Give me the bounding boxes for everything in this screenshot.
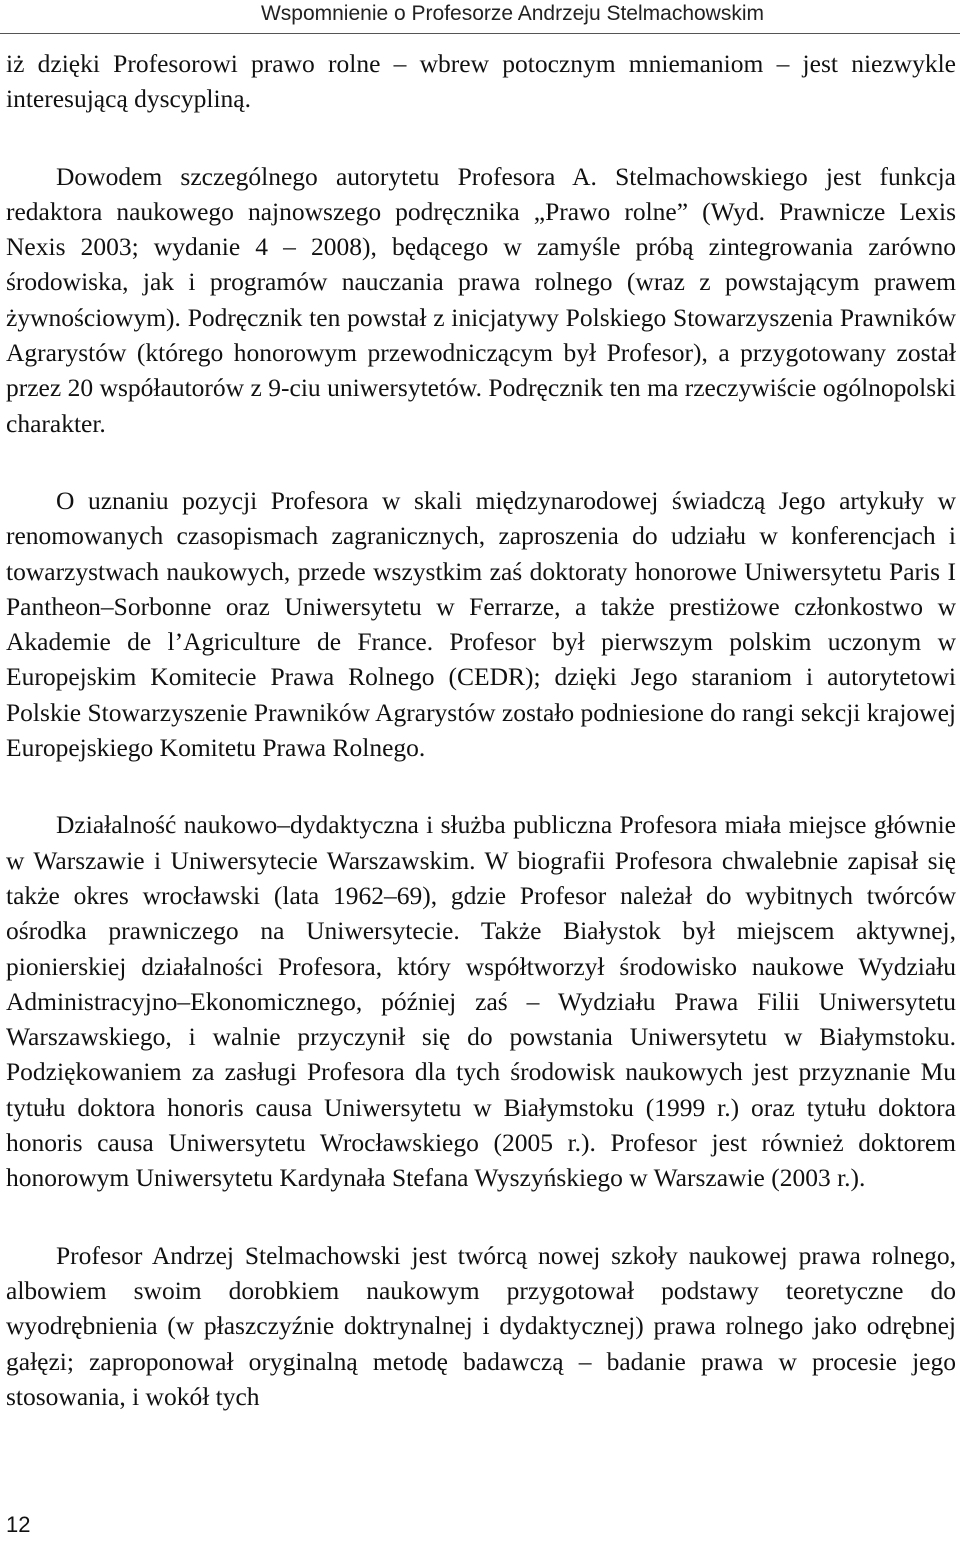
paragraph-international: O uznaniu pozycji Profesora w skali międzynarodowej świadczą Jego artykuły w renomowanych czasopismach zagranicznych, zaproszenia do udziału w konferencjach i towarzystwach naukowych, przede wszystkim zaś doktoraty honorowe Uniwersytetu Paris I Pantheon–Sorbonne oraz Uniwersytetu w Ferrarze, a także prestiżowe członkostwo w Akademie de l’Agriculture de France. Profesor był pierwszym polskim uczonym w Europejskim Komitecie Prawa Rolnego (CEDR); dzięki Jego staraniom i autorytetowi Polskie Stowarzyszenie Prawników Agrarystów zostało podniesione do rangi sekcji krajowej Europejskiego Komitetu Prawa Rolnego. [6,485,956,763]
paragraph-school: Profesor Andrzej Stelmachowski jest twórcą nowej szkoły naukowej prawa rolnego, albowiem swoim dorobkiem naukowym przygotował podstawy teoretyczne do wyodrębnienia (w płaszczyźnie doktrynalnej i dydaktycznej) prawa rolnego jako odrębnej gałęzi; zaproponował oryginalną metodę badawczą – badanie prawa w procesie jego stosowania, i wokół tych [6,1240,956,1411]
running-header [0,0,960,34]
paragraph-textbook: Dowodem szczególnego autorytetu Profesora A. Stelmachowskiego jest funkcja redaktora naukowego najnowszego podręcznika „Prawo rolne” (Wyd. Prawnicze Lexis Nexis 2003; wydanie 4 – 2008), będącego w zamyśle próbą zintegrowania zarówno środowiska, jak i programów nauczania prawa rolnego (wraz z powstającym prawem żywnościowym). Podręcznik ten powstał z inicjatywy Polskiego Stowarzyszenia Prawników Agrarystów (którego honorowym przewodniczącym był Profesor), a przygotowany został przez 20 współautorów z 9-ciu uniwersytetów. Podręcznik ten ma rzeczywiście ogólnopolski charakter. [6,161,956,438]
body-text [6,46,956,1456]
paragraph-activity: Działalność naukowo–dydaktyczna i służba publiczna Profesora miała miejsce głównie w Warszawie i Uniwersytecie Warszawskim. W biografii Profesora chwalebnie zapisał się także okres wrocławski (lata 1962–69), gdzie Profesor należał do wybitnych twórców ośrodka prawniczego na Uniwersytecie. Także Białystok był miejscem aktywnej, pionierskiej działalności Profesora, który współtworzył środowisko naukowe Wydziału Administracyjno–Ekonomicznego, później zaś – Wydziału Prawa Filii Uniwersytetu Warszawskiego, i walnie przyczynił się do powstania Uniwersytetu w Białymstoku. Podziękowaniem za zasługi Profesora dla tych środowisk naukowych jest przyznanie Mu tytułu doktora honoris causa Uniwersytetu w Białymstoku (1999 r.) oraz tytułu doktora honoris causa Uniwersytetu Wrocławskiego (2005 r.). Profesor jest również doktorem honorowym Uniwersytetu Kardynała Stefana Wyszyńskiego w Warszawie (2003 r.). [6,810,956,1193]
running-header-title: Wspomnienie o Profesorze Andrzeju Stelmachowskim [260,2,764,25]
paragraph-continuation: iż dzięki Profesorowi prawo rolne – wbrew potocznym mniemaniom – jest niezwykle interesującą dyscypliną. [6,49,956,114]
page-number: 12 [6,1512,31,1537]
